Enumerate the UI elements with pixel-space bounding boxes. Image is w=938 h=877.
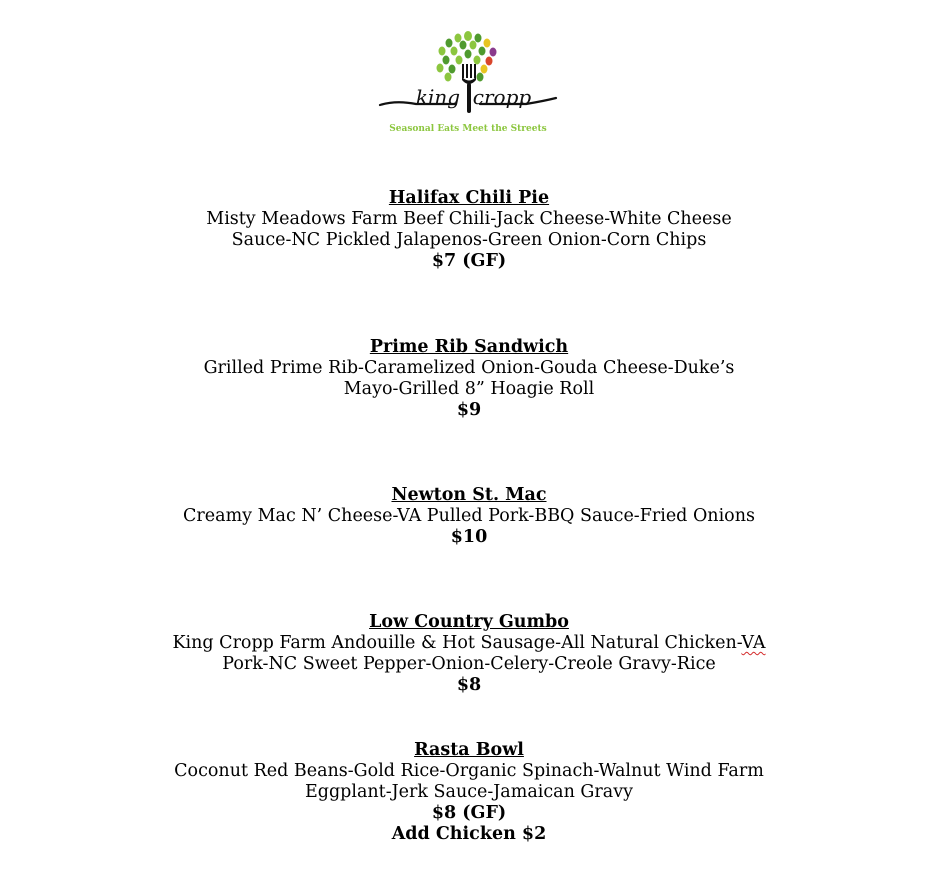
tree-fork-logo-icon (376, 28, 560, 128)
menu-item-description: Grilled Prime Rib-Caramelized Onion-Gouda Cheese-Duke’s (203, 358, 735, 378)
menu-item-low-country-gumbo (0, 612, 938, 696)
spellcheck-flagged-word: VA (741, 633, 766, 653)
menu-item-description (0, 633, 938, 654)
menu-item-price: $9 (456, 400, 482, 420)
menu-item-price: $8 (456, 675, 482, 695)
menu-item-description-text: King Cropp Farm Andouille & Hot Sausage-All Natural Chicken- (172, 633, 742, 653)
menu-item-halifax-chili-pie (0, 188, 938, 272)
menu-item-description: Creamy Mac N’ Cheese-VA Pulled Pork-BBQ Sauce-Fried Onions (183, 506, 755, 526)
menu-item-prime-rib-sandwich (0, 337, 938, 421)
menu-item-description: Coconut Red Beans-Gold Rice-Organic Spinach-Walnut Wind Farm (174, 761, 764, 781)
menu-item-description: Eggplant-Jerk Sauce-Jamaican Gravy (305, 782, 633, 802)
menu-item-description: Pork-NC Sweet Pepper-Onion-Celery-Creole Gravy-Rice (222, 654, 716, 674)
menu-item-description: Sauce-NC Pickled Jalapenos-Green Onion-Corn Chips (231, 230, 707, 250)
logo-tagline: Seasonal Eats Meet the Streets (389, 124, 547, 134)
menu-item-title: Halifax Chili Pie (388, 188, 550, 208)
menu-item-price: $10 (450, 527, 488, 547)
menu-item-title: Rasta Bowl (414, 740, 524, 760)
menu-item-price: $7 (GF) (431, 251, 507, 271)
menu-item-title: Prime Rib Sandwich (369, 337, 569, 357)
menu-item-title: Newton St. Mac (391, 485, 547, 505)
menu-item-title: Low Country Gumbo (369, 612, 569, 632)
menu-item-newton-st-mac (0, 485, 938, 548)
menu-item-description: Mayo-Grilled 8” Hoagie Roll (343, 379, 595, 399)
menu-item-addon: Add Chicken $2 (391, 824, 547, 844)
menu-item-rasta-bowl (0, 740, 938, 845)
menu-item-description: Misty Meadows Farm Beef Chili-Jack Cheese-White Cheese (206, 209, 732, 229)
logo-word-king: king (415, 85, 461, 109)
logo-word-cropp: cropp (472, 85, 532, 109)
menu-item-price: $8 (GF) (431, 803, 507, 823)
